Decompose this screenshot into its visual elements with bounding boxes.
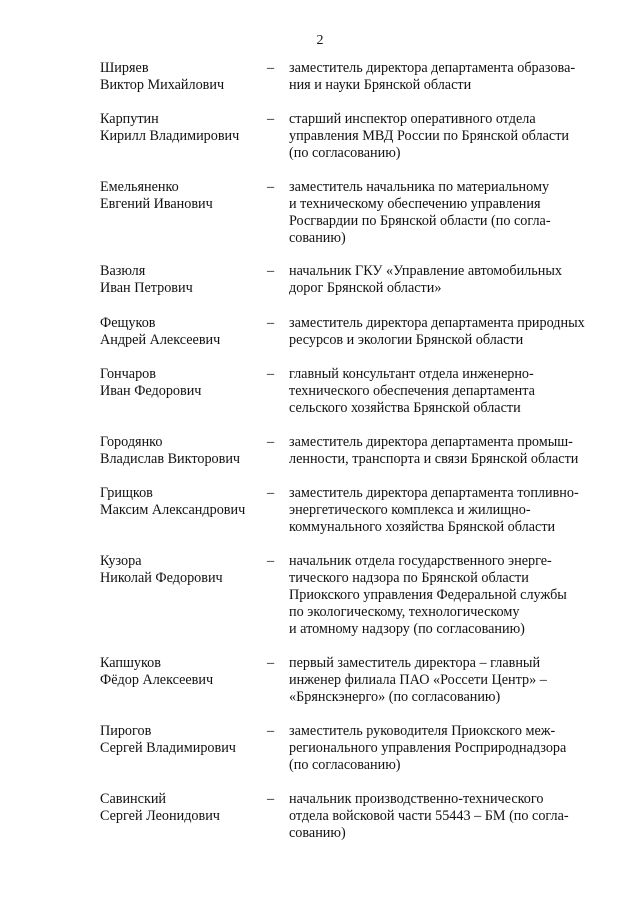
position-line: по экологическому, технологическому (289, 604, 520, 620)
separator-dash: – (267, 315, 275, 331)
position-line: регионального управления Росприроднадзора (289, 740, 567, 756)
member-given-names: Евгений Иванович (100, 196, 213, 212)
member-surname: Кузора (100, 553, 142, 569)
member-position (289, 263, 619, 297)
position-line: и техническому обеспечению управления (289, 196, 541, 212)
member-surname: Савинский (100, 791, 167, 807)
member-surname: Капшуков (100, 655, 161, 671)
member-surname: Фещуков (100, 315, 156, 331)
position-line: начальник ГКУ «Управление автомобильных (289, 263, 562, 279)
member-name (100, 60, 260, 94)
member-position (289, 434, 619, 468)
position-line: Росгвардии по Брянской области (по согла- (289, 213, 551, 229)
position-line: главный консультант отдела инженерно- (289, 366, 534, 382)
member-surname: Пирогов (100, 723, 152, 739)
member-surname: Карпутин (100, 111, 159, 127)
member-position (289, 723, 619, 774)
separator-dash: – (267, 263, 275, 279)
separator-dash: – (267, 553, 275, 569)
member-surname: Вазюля (100, 263, 146, 279)
member-position (289, 315, 619, 349)
member-surname: Гончаров (100, 366, 156, 382)
member-given-names: Фёдор Алексеевич (100, 672, 214, 688)
member-position (289, 655, 619, 706)
member-surname: Емельяненко (100, 179, 179, 195)
member-given-names: Кирилл Владимирович (100, 128, 240, 144)
position-line: ленности, транспорта и связи Брянской области (289, 451, 579, 467)
member-name (100, 111, 260, 145)
member-name (100, 366, 260, 400)
separator-dash: – (267, 111, 275, 127)
position-line: ресурсов и экологии Брянской области (289, 332, 524, 348)
member-position (289, 111, 619, 162)
position-line: старший инспектор оперативного отдела (289, 111, 536, 127)
member-surname: Ширяев (100, 60, 149, 76)
member-name (100, 434, 260, 468)
member-surname: Грищков (100, 485, 153, 501)
separator-dash: – (267, 60, 275, 76)
member-name (100, 791, 260, 825)
position-line: «Брянскэнерго» (по согласованию) (289, 689, 501, 705)
position-line: дорог Брянской области» (289, 280, 442, 296)
position-line: начальник отдела государственного энерге- (289, 553, 552, 569)
page-number: 2 (316, 33, 324, 48)
member-position (289, 60, 619, 94)
member-given-names: Виктор Михайлович (100, 77, 225, 93)
position-line: заместитель директора департамента топливно- (289, 485, 579, 501)
member-name (100, 655, 260, 689)
position-line: отдела войсковой части 55443 – БМ (по согла- (289, 808, 569, 824)
position-line: сованию) (289, 230, 346, 246)
member-name (100, 263, 260, 297)
position-line: управления МВД России по Брянской области (289, 128, 570, 144)
position-line: заместитель директора департамента природных (289, 315, 585, 331)
position-line: (по согласованию) (289, 757, 401, 773)
member-position (289, 179, 619, 247)
position-line: сованию) (289, 825, 346, 841)
member-position (289, 791, 619, 842)
position-line: и атомному надзору (по согласованию) (289, 621, 525, 637)
position-line: заместитель начальника по материальному (289, 179, 550, 195)
separator-dash: – (267, 723, 275, 739)
member-given-names: Сергей Владимирович (100, 740, 236, 756)
position-line: ния и науки Брянской области (289, 77, 472, 93)
member-given-names: Максим Александрович (100, 502, 246, 518)
separator-dash: – (267, 485, 275, 501)
member-given-names: Сергей Леонидович (100, 808, 220, 824)
position-line: коммунального хозяйства Брянской области (289, 519, 556, 535)
member-given-names: Иван Петрович (100, 280, 193, 296)
position-line: (по согласованию) (289, 145, 401, 161)
separator-dash: – (267, 791, 275, 807)
member-name (100, 315, 260, 349)
position-line: сельского хозяйства Брянской области (289, 400, 521, 416)
position-line: начальник производственно-технического (289, 791, 544, 807)
position-line: заместитель директора департамента промыш- (289, 434, 573, 450)
position-line: первый заместитель директора – главный (289, 655, 541, 671)
separator-dash: – (267, 179, 275, 195)
separator-dash: – (267, 655, 275, 671)
member-position (289, 553, 619, 638)
member-name (100, 553, 260, 587)
position-line: технического обеспечения департамента (289, 383, 535, 399)
member-given-names: Андрей Алексеевич (100, 332, 221, 348)
position-line: заместитель директора департамента образова- (289, 60, 576, 76)
position-line: энергетического комплекса и жилищно- (289, 502, 531, 518)
position-line: заместитель руководителя Приокского меж- (289, 723, 556, 739)
member-given-names: Иван Федорович (100, 383, 202, 399)
member-given-names: Владислав Викторович (100, 451, 241, 467)
member-position (289, 366, 619, 417)
position-line: Приокского управления Федеральной службы (289, 587, 567, 603)
member-name (100, 485, 260, 519)
position-line: тического надзора по Брянской области (289, 570, 529, 586)
member-surname: Городянко (100, 434, 163, 450)
position-line: инженер филиала ПАО «Россети Центр» – (289, 672, 547, 688)
separator-dash: – (267, 434, 275, 450)
member-given-names: Николай Федорович (100, 570, 223, 586)
member-name (100, 723, 260, 757)
member-name (100, 179, 260, 213)
separator-dash: – (267, 366, 275, 382)
member-position (289, 485, 619, 536)
